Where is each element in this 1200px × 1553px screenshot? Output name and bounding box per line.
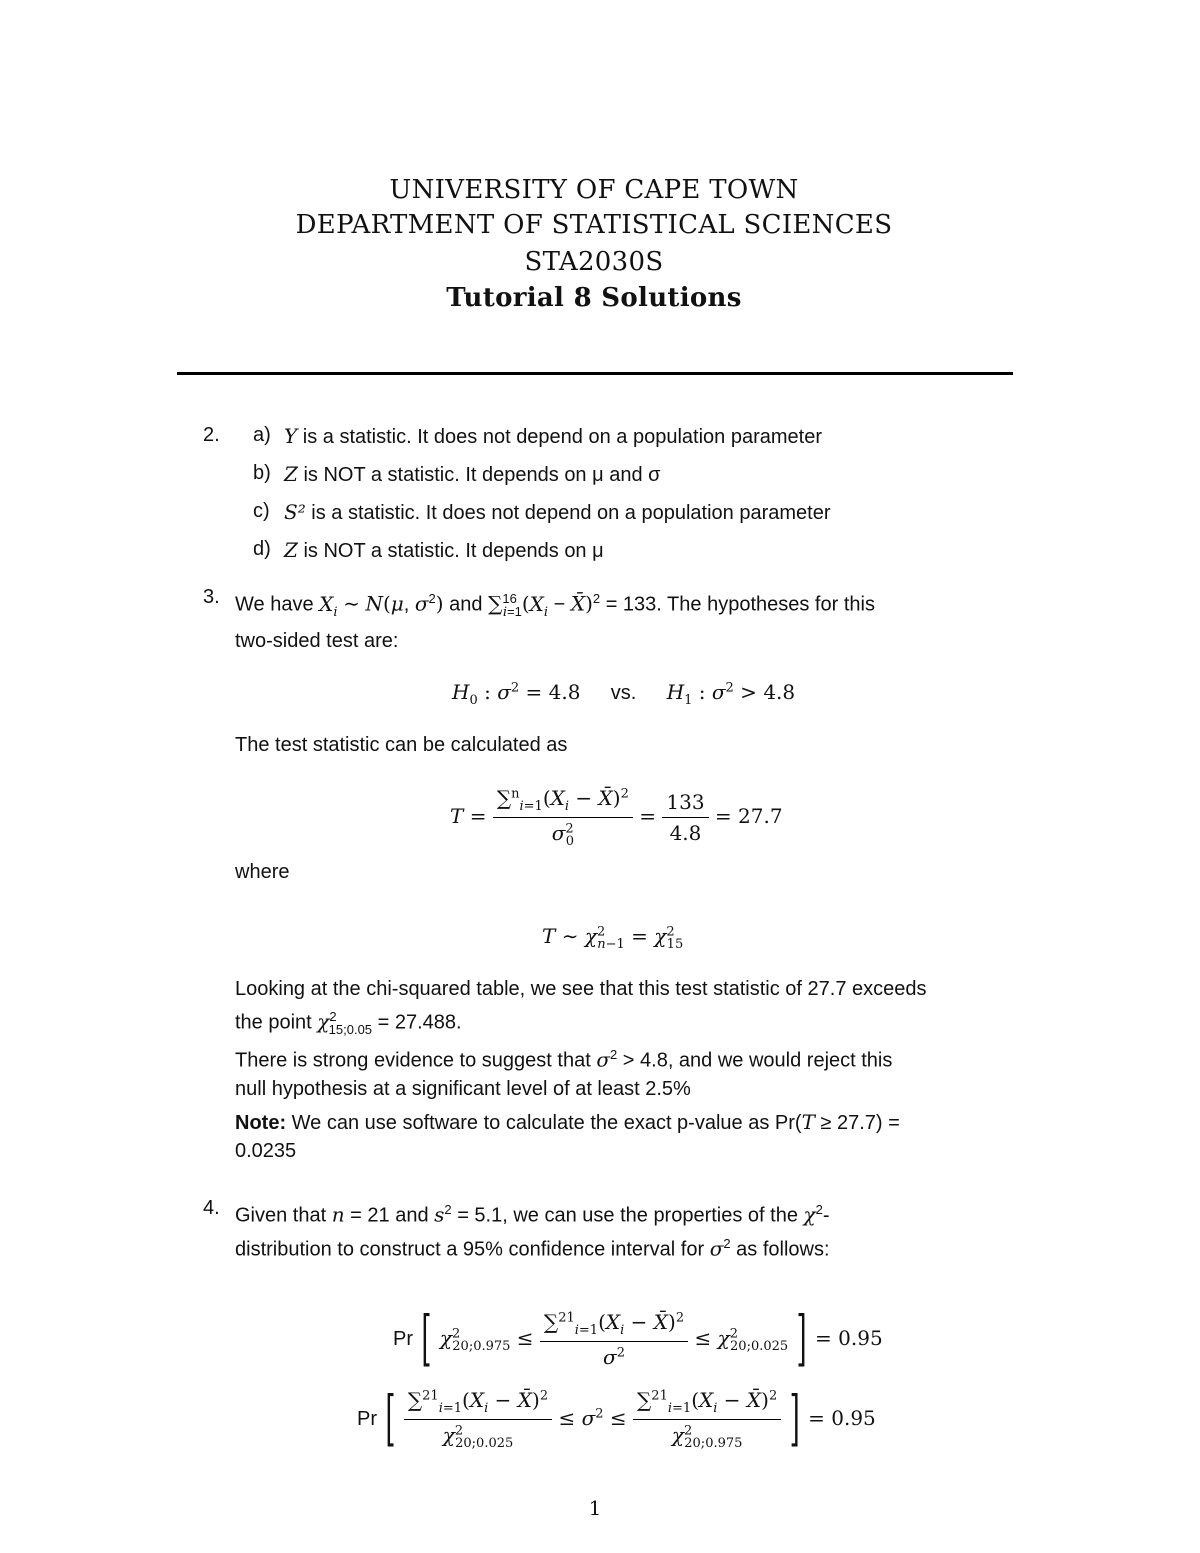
q2-text: is NOT a statistic. It depends on μ xyxy=(297,540,604,562)
q2-text: is NOT a statistic. It depends on μ and σ xyxy=(297,464,661,486)
q3-conclusion: Looking at the chi-squared table, we see that this test statistic of 27.7 exceeds the point $\chi^2_{15;0.05} = 27.488$. xyxy=(235,978,927,1037)
course-code: STA2030S xyxy=(524,247,664,277)
q2-number: 2. xyxy=(203,424,220,446)
q4-number: 4. xyxy=(203,1197,220,1219)
q3-number: 3. xyxy=(203,586,220,608)
q2-label: a) xyxy=(253,424,271,446)
document-title: Tutorial 8 Solutions xyxy=(446,283,742,313)
q4-intro: Given that n = 21 and $s^2 = 5.1$, we can use the properties of the $\chi^2-$ distribution to construct a 95% confidence interval for $\sigma^2$ as follows: xyxy=(235,1202,830,1261)
header-divider xyxy=(177,372,1013,375)
q3-distribution: T ∼ $\chi^2_{n-1} = \chi^2_{15}$ xyxy=(542,924,684,952)
q3-test-statistic-equation: T = $\frac{\sum^n_{i=1}(X_i - X̄)^2}{\sigma^2_0}$ = $\frac{133}{4.8}$ = 27.7 xyxy=(450,786,783,849)
q3-evidence: There is strong evidence to suggest that $\sigma^2 > 4.8$, and we would reject this null hypothesis at a significant level of at least 2.5% xyxy=(235,1047,893,1100)
q2-text: is a statistic. It does not depend on a population parameter xyxy=(297,426,822,448)
q3-note: Note: We can use software to calculate the exact p-value as Pr(T ≥ 27.7) = 0.0235 xyxy=(235,1110,900,1162)
q2-symbol: Y xyxy=(284,424,298,448)
page-number: 1 xyxy=(588,1496,602,1520)
university-name: UNIVERSITY OF CAPE TOWN xyxy=(389,175,799,205)
q4-confidence-interval: Pr [ $\frac{\sum^{21}_{i=1}(X_i - X̄)^2}{\chi^2_{20;0.025}}$ ≤ $\sigma^2$ ≤ $\frac{\sum^{21}_{i=1}(X_i - X̄)^2}{\chi^2_{20;0.975}}$ ] = 0.95 xyxy=(357,1385,876,1454)
q3-intro: We have $X_i$ ∼ N(μ, $\sigma^2$) and $\sum^{16}_{i=1}(X_i$ − X̄)$^2$ = 133. The hypotheses for this two-sided test are: xyxy=(235,591,875,652)
department-name: DEPARTMENT OF STATISTICAL SCIENCES xyxy=(295,210,893,240)
q3-where: where xyxy=(235,861,290,883)
q2-symbol: Z xyxy=(284,462,298,486)
note-label: Note: xyxy=(235,1112,287,1134)
q2-label: b) xyxy=(253,462,271,484)
q2-label: d) xyxy=(253,538,271,560)
q2-label: c) xyxy=(253,500,270,522)
q3-stat-intro: The test statistic can be calculated as xyxy=(235,734,568,756)
q2-symbol: Z xyxy=(284,538,298,562)
q4-probability-statement: Pr [ $\chi^2_{20;0.975}$ ≤ $\frac{\sum^{21}_{i=1}(X_i - X̄)^2}{\sigma^2}$ ≤ $\chi^2_{20;0.025}$ ] = 0.95 xyxy=(393,1305,883,1374)
q2-symbol: S² xyxy=(284,500,306,524)
q2-text: is a statistic. It does not depend on a population parameter xyxy=(305,502,831,524)
q3-hypotheses: $H_0$ : $\sigma^2 = 4.8$ vs. $H_1$ : $\sigma^2 > 4.8$ xyxy=(452,680,796,708)
